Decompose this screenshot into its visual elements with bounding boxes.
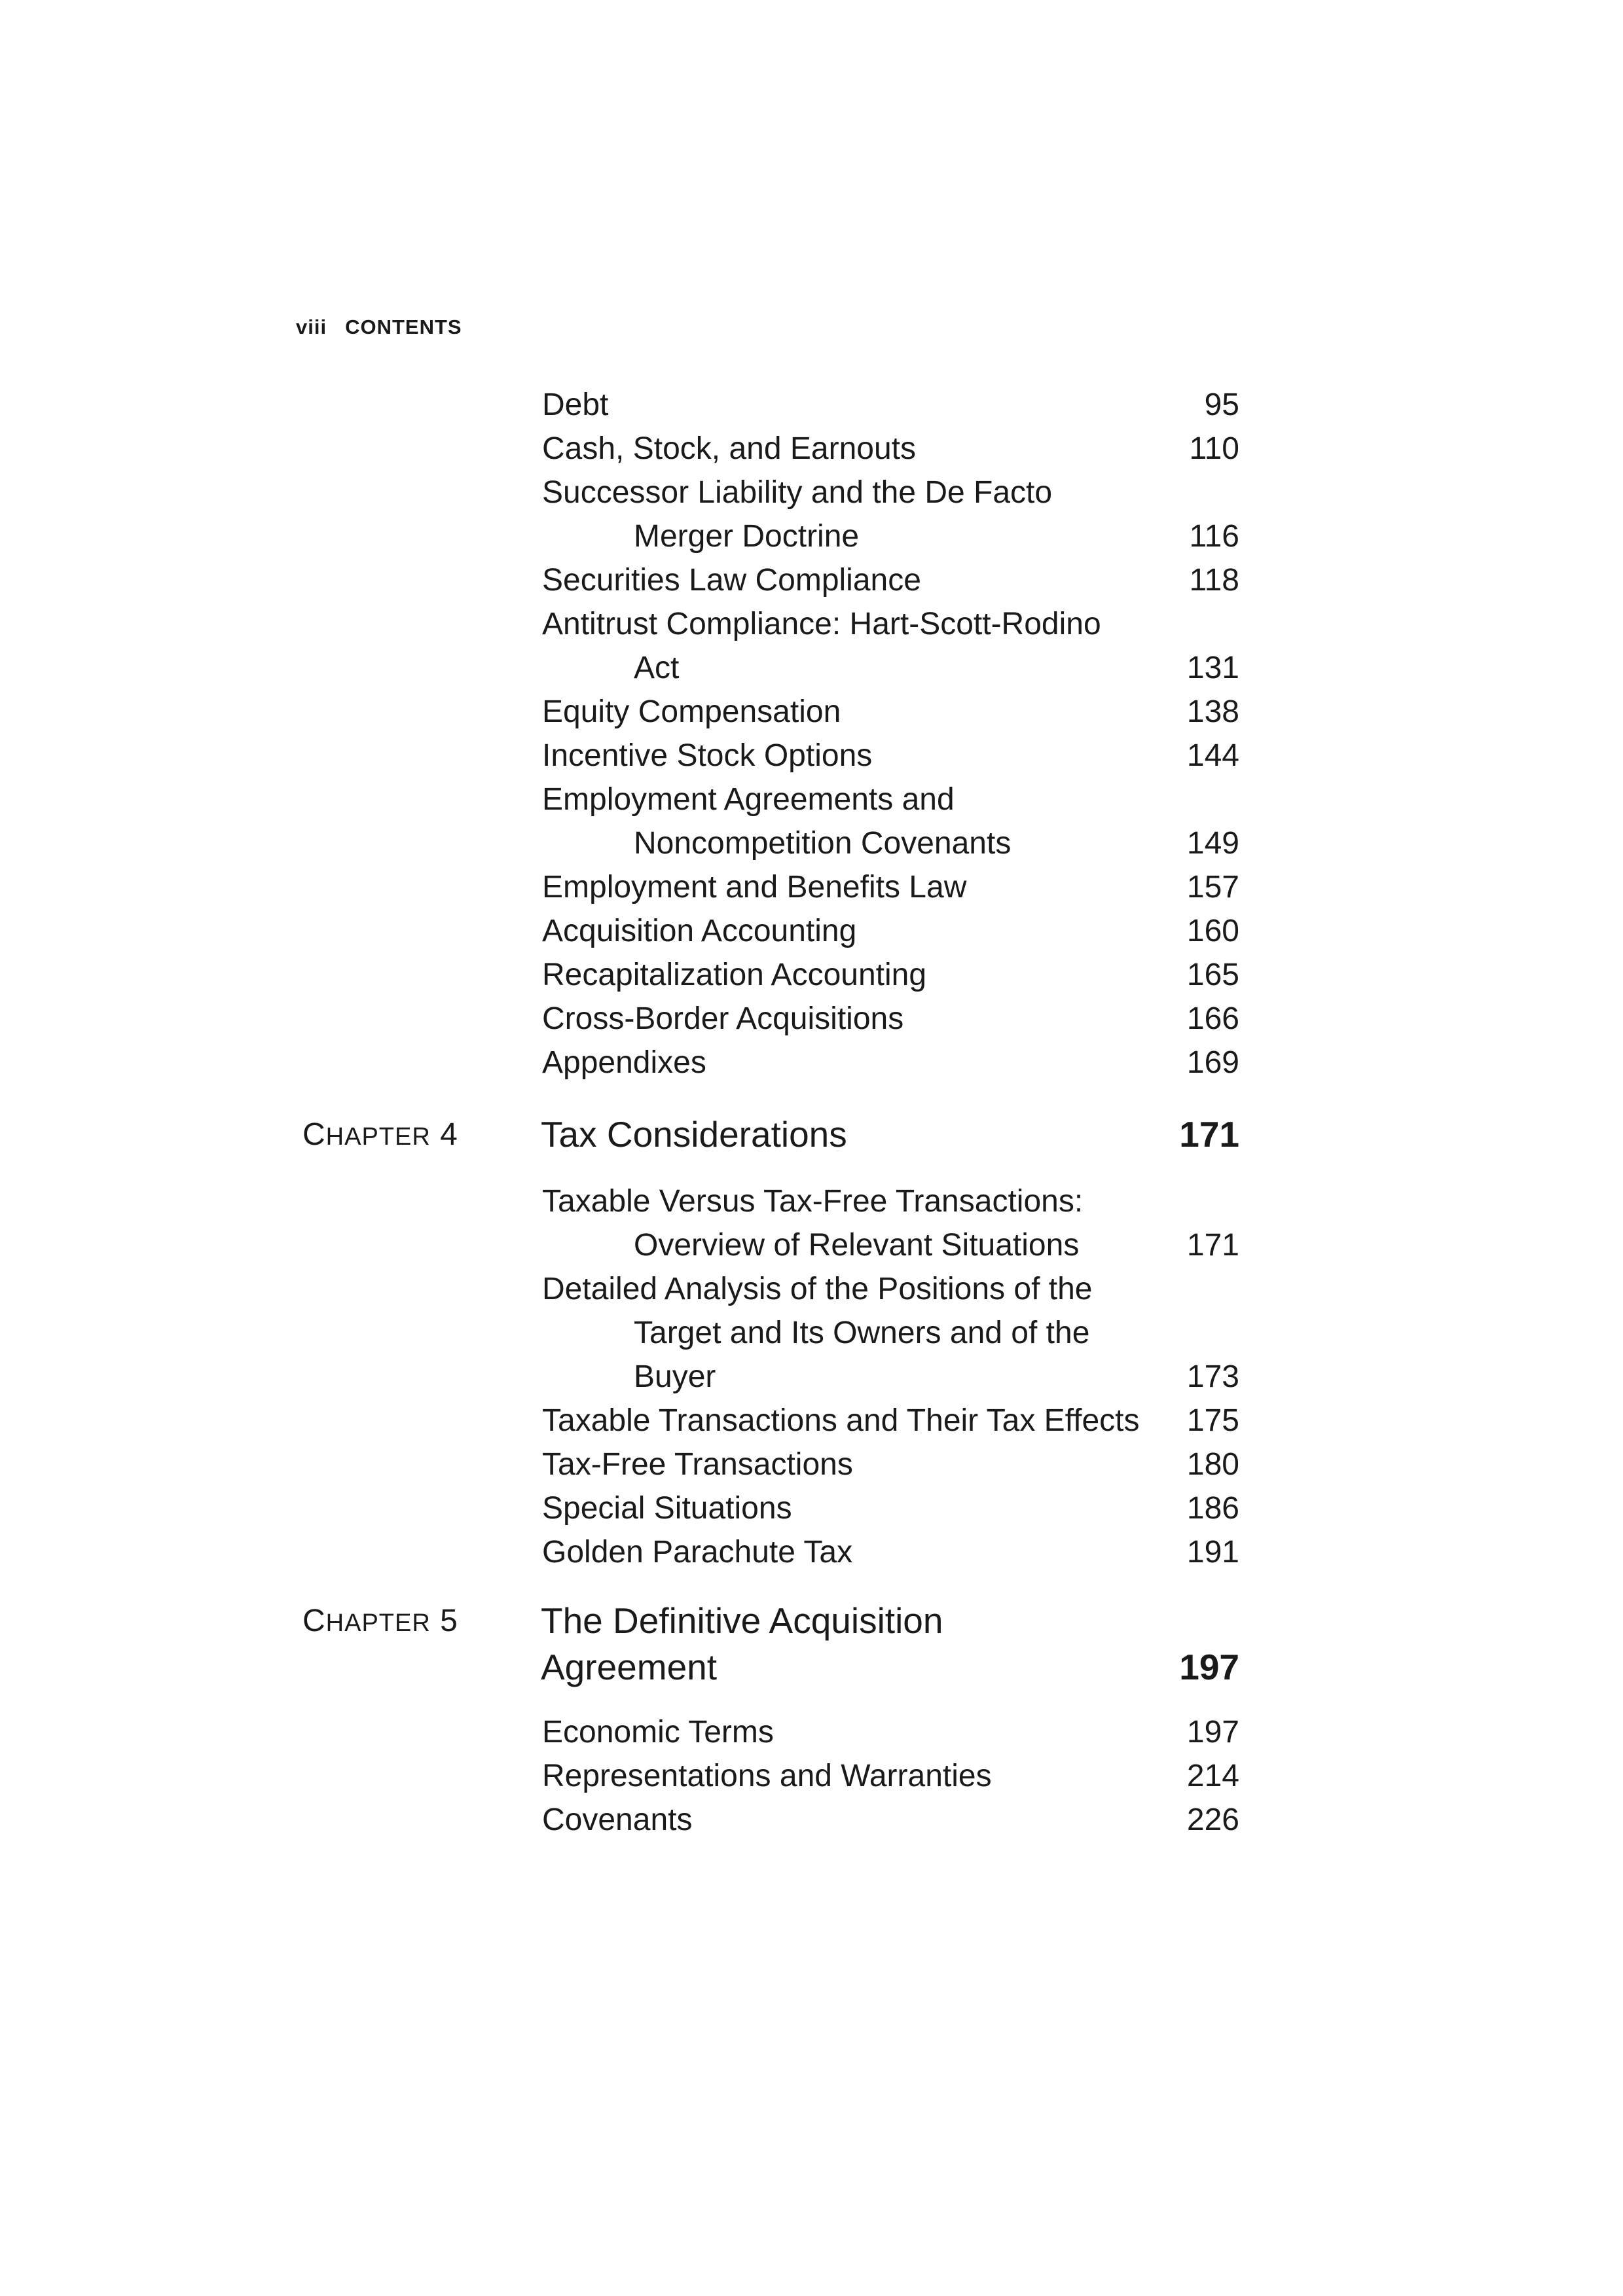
toc-page: 144	[1186, 738, 1239, 773]
toc-page: 180	[1186, 1447, 1239, 1482]
toc-entry[interactable]: Securities Law Compliance 118	[542, 558, 1239, 602]
toc-page: 116	[1189, 519, 1239, 554]
toc-entry[interactable]: Taxable Versus Tax-Free Transactions:	[542, 1184, 1084, 1219]
toc-page: 173	[1186, 1359, 1239, 1394]
toc-entry[interactable]: Acquisition Accounting 160	[542, 909, 1239, 953]
toc-entry[interactable]: Antitrust Compliance: Hart-Scott-Rodino	[542, 607, 1101, 641]
toc-page: 169	[1186, 1045, 1239, 1080]
toc-page: 226	[1186, 1803, 1239, 1837]
chapter-page: 171	[1179, 1114, 1239, 1155]
toc-page: 110	[1189, 431, 1239, 466]
chapter-title[interactable]: Tax Considerations 171	[541, 1111, 1239, 1158]
toc-entry[interactable]: Special Situations 186	[542, 1486, 1239, 1530]
toc-page: 175	[1186, 1403, 1239, 1438]
toc-entry[interactable]: Tax-Free Transactions 180	[542, 1443, 1239, 1486]
toc-entry[interactable]: Buyer 173	[542, 1355, 1239, 1399]
chapter-title[interactable]: The Definitive Acquisition	[541, 1600, 943, 1641]
toc-page: 95	[1204, 387, 1239, 422]
chapter-title-continued[interactable]: Agreement 197	[541, 1643, 1239, 1691]
toc-entry[interactable]: Successor Liability and the De Facto	[542, 475, 1053, 510]
toc-page: 149	[1186, 826, 1239, 861]
toc-entry[interactable]: Overview of Relevant Situations 171	[542, 1223, 1239, 1267]
toc-entry[interactable]: Economic Terms 197	[542, 1710, 1239, 1754]
toc-page: 118	[1189, 563, 1239, 598]
toc-entry[interactable]: Noncompetition Covenants 149	[542, 821, 1239, 865]
toc-entry[interactable]: Incentive Stock Options 144	[542, 734, 1239, 778]
toc-entry[interactable]: Merger Doctrine 116	[542, 514, 1239, 558]
toc-page: 160	[1186, 914, 1239, 948]
toc-page: 186	[1186, 1491, 1239, 1526]
chapter-page: 197	[1179, 1647, 1239, 1687]
toc-entry[interactable]: Target and Its Owners and of the	[634, 1316, 1090, 1350]
toc-entry[interactable]: Debt 95	[542, 383, 1239, 427]
chapter-label: CHAPTER 4	[302, 1117, 458, 1152]
toc-page: 214	[1186, 1759, 1239, 1793]
running-head	[296, 315, 462, 339]
toc-entry[interactable]: Covenants 226	[542, 1798, 1239, 1842]
toc-page: 165	[1186, 958, 1239, 992]
toc-page: 157	[1186, 870, 1239, 905]
toc-entry[interactable]: Act 131	[542, 646, 1239, 690]
toc-page: 197	[1186, 1715, 1239, 1749]
chapter-label: CHAPTER 5	[302, 1604, 458, 1638]
toc-entry[interactable]: Employment Agreements and	[542, 782, 955, 817]
toc-page: 166	[1186, 1001, 1239, 1036]
toc-entry[interactable]: Taxable Transactions and Their Tax Effects 175	[542, 1399, 1239, 1443]
toc-entry[interactable]: Cash, Stock, and Earnouts 110	[542, 427, 1239, 471]
toc-entry[interactable]: Detailed Analysis of the Positions of the	[542, 1272, 1093, 1306]
toc-entry[interactable]: Appendixes 169	[542, 1041, 1239, 1085]
toc-entry[interactable]: Employment and Benefits Law 157	[542, 865, 1239, 909]
page-number: viii	[296, 315, 327, 338]
toc-entry[interactable]: Representations and Warranties 214	[542, 1754, 1239, 1798]
toc-page: 191	[1186, 1535, 1239, 1570]
toc-entry[interactable]: Recapitalization Accounting 165	[542, 953, 1239, 997]
toc-entry[interactable]: Cross-Border Acquisitions 166	[542, 997, 1239, 1041]
toc-page: 171	[1186, 1228, 1239, 1263]
section-title: CONTENTS	[345, 315, 462, 338]
toc-entry[interactable]: Equity Compensation 138	[542, 690, 1239, 734]
toc-page: 131	[1186, 651, 1239, 685]
toc-entry[interactable]: Golden Parachute Tax 191	[542, 1530, 1239, 1574]
toc-page: 138	[1186, 694, 1239, 729]
